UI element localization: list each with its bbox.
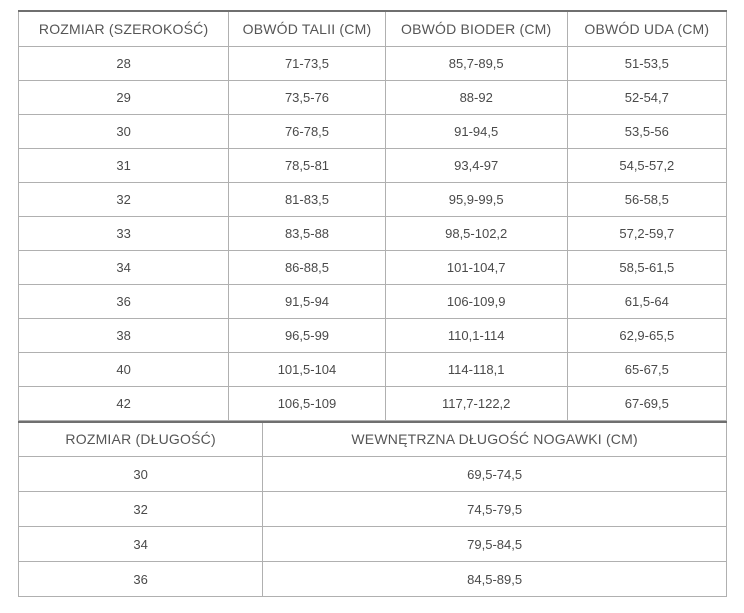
table-cell: 58,5-61,5 [567,250,726,284]
table-row [19,216,727,250]
size-length-table [18,421,727,598]
table-cell: 93,4-97 [385,148,567,182]
table-cell: 65-67,5 [567,352,726,386]
table-row [19,182,727,216]
table-cell: 40 [19,352,229,386]
table-cell: 57,2-59,7 [567,216,726,250]
table-cell: 30 [19,457,263,492]
table-row [19,114,727,148]
table-cell: 83,5-88 [229,216,385,250]
table-cell: 54,5-57,2 [567,148,726,182]
table-cell: 30 [19,114,229,148]
table-cell: 106,5-109 [229,386,385,420]
table-cell: 33 [19,216,229,250]
table-row [19,492,727,527]
table-cell: 51-53,5 [567,46,726,80]
table-cell: 86-88,5 [229,250,385,284]
table-row [19,527,727,562]
table-cell: 76-78,5 [229,114,385,148]
table-cell: 84,5-89,5 [263,562,727,597]
size-width-table [18,10,727,421]
table-cell: 74,5-79,5 [263,492,727,527]
table-cell: 67-69,5 [567,386,726,420]
table-row [19,352,727,386]
header-cell: ROZMIAR (DŁUGOŚĆ) [19,422,263,457]
table-cell: 73,5-76 [229,80,385,114]
table-cell: 101-104,7 [385,250,567,284]
table-cell: 34 [19,250,229,284]
table-cell: 36 [19,562,263,597]
table-cell: 38 [19,318,229,352]
table-cell: 96,5-99 [229,318,385,352]
table-row [19,457,727,492]
header-cell: OBWÓD TALII (CM) [229,11,385,46]
table-cell: 95,9-99,5 [385,182,567,216]
table-cell: 69,5-74,5 [263,457,727,492]
table-cell: 79,5-84,5 [263,527,727,562]
table-row [19,250,727,284]
table-row [19,318,727,352]
header-cell: WEWNĘTRZNA DŁUGOŚĆ NOGAWKI (CM) [263,422,727,457]
table-cell: 53,5-56 [567,114,726,148]
table-cell: 106-109,9 [385,284,567,318]
table-row [19,46,727,80]
table-cell: 32 [19,492,263,527]
header-cell: OBWÓD UDA (CM) [567,11,726,46]
table-cell: 114-118,1 [385,352,567,386]
table-cell: 34 [19,527,263,562]
table-cell: 71-73,5 [229,46,385,80]
table-cell: 81-83,5 [229,182,385,216]
table-cell: 56-58,5 [567,182,726,216]
table-cell: 117,7-122,2 [385,386,567,420]
table-row [19,562,727,597]
table-cell: 62,9-65,5 [567,318,726,352]
table-row [19,148,727,182]
table-cell: 42 [19,386,229,420]
table-cell: 36 [19,284,229,318]
table-cell: 61,5-64 [567,284,726,318]
table-cell: 52-54,7 [567,80,726,114]
table-cell: 88-92 [385,80,567,114]
table-cell: 78,5-81 [229,148,385,182]
table-cell: 101,5-104 [229,352,385,386]
table-cell: 28 [19,46,229,80]
table-cell: 110,1-114 [385,318,567,352]
table-row [19,80,727,114]
table-cell: 98,5-102,2 [385,216,567,250]
table-cell: 29 [19,80,229,114]
table-cell: 32 [19,182,229,216]
table-row [19,386,727,420]
header-cell: ROZMIAR (SZEROKOŚĆ) [19,11,229,46]
header-cell: OBWÓD BIODER (CM) [385,11,567,46]
table-row [19,284,727,318]
header-row [19,11,727,46]
table-cell: 31 [19,148,229,182]
table-cell: 91-94,5 [385,114,567,148]
table-cell: 85,7-89,5 [385,46,567,80]
table-cell: 91,5-94 [229,284,385,318]
header-row [19,422,727,457]
